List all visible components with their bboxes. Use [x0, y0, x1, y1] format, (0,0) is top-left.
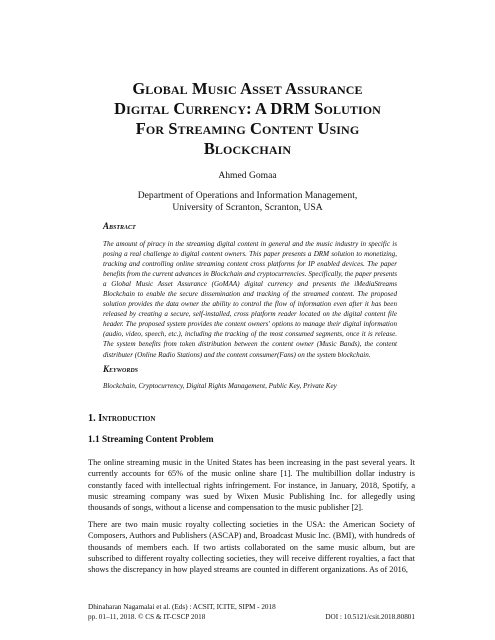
page-footer	[88, 602, 415, 622]
affiliation-line: University of Scranton, Scranton, USA	[172, 202, 323, 213]
section-heading: 1. Introduction	[88, 413, 156, 424]
footer-pages: pp. 01–11, 2018. © CS & IT-CSCP 2018	[88, 613, 206, 621]
author-affiliation	[40, 190, 455, 214]
subsection-heading: 1.1 Streaming Content Problem	[88, 435, 214, 445]
title-line: Blockchain	[203, 139, 292, 158]
footer-proceedings: Dhinaharan Nagamalai et al. (Eds) : ACSIT, ICITE, SIPM - 2018	[88, 603, 276, 611]
title-line: Digital Currency: A DRM Solution	[114, 99, 381, 118]
affiliation-line: Department of Operations and Information Management,	[137, 190, 358, 201]
title-line: For Streaming Content Using	[135, 119, 360, 138]
author-name: Ahmed Gomaa	[218, 170, 277, 181]
footer-doi: DOI : 10.5121/csit.2018.80801	[325, 613, 415, 621]
body-paragraph: There are two main music royalty collecting societies in the USA: the American Society of Composers, Authors and Publishers (ASCAP) and, Broadcast Music Inc. (BMI), with hundreds of thousands of members each. If two artists collaborated on the same music album, but are subscribed to different royalty collecting societies, they will receive different royalties, a fact that shows the discrepancy in how played streams are counted in different organizations. As of 2016,	[88, 520, 415, 575]
body-paragraph: The online streaming music in the United States has been increasing in the past several years. It currently accounts for 65% of the music online share [1]. The multibillion dollar industry is constantly faced with intellectual rights infringement. For instance, in January, 2018, Spotify, a music streaming company was sued by Wixen Music Publishing Inc. for allegedly using thousands of songs, without a license and compensation to the music publisher [2].	[88, 458, 415, 513]
title-line: Global Music Asset Assurance	[132, 79, 363, 98]
paper-title	[40, 79, 455, 159]
keywords-heading: Keywords	[103, 364, 139, 374]
keywords-text: Blockchain, Cryptocurrency, Digital Rights Management, Public Key, Private Key	[103, 382, 337, 390]
abstract-text: The amount of piracy in the streaming digital content in general and the music industry in specific is posing a real challenge to digital content owners. This paper presents a DRM solution to monetizing, tracking and controlling online streaming content cross platforms for IP enabled devices. The paper benefits from the current advances in Blockchain and cryptocurrencies. Specifically, the paper presents a Global Music Asset Assurance (GoMAA) digital currency and presents the iMediaStreams Blockchain to enable the secure dissemination and tracking of the streamed content. The proposed solution provides the data owner the ability to control the flow of information even after it has been released by creating a secure, self-installed, cross platform reader located on the digital content file header. The proposed system provides the content owners' options to manage their digital information (audio, video, speech, etc.), including the tracking of the most consumed segments, once it is release. The system benefits from token distribution between the content owner (Music Bands), the content distributer (Online Radio Stations) and the content consumer(Fans) on the system blockchain.	[103, 240, 397, 359]
abstract-heading: Abstract	[103, 221, 136, 231]
